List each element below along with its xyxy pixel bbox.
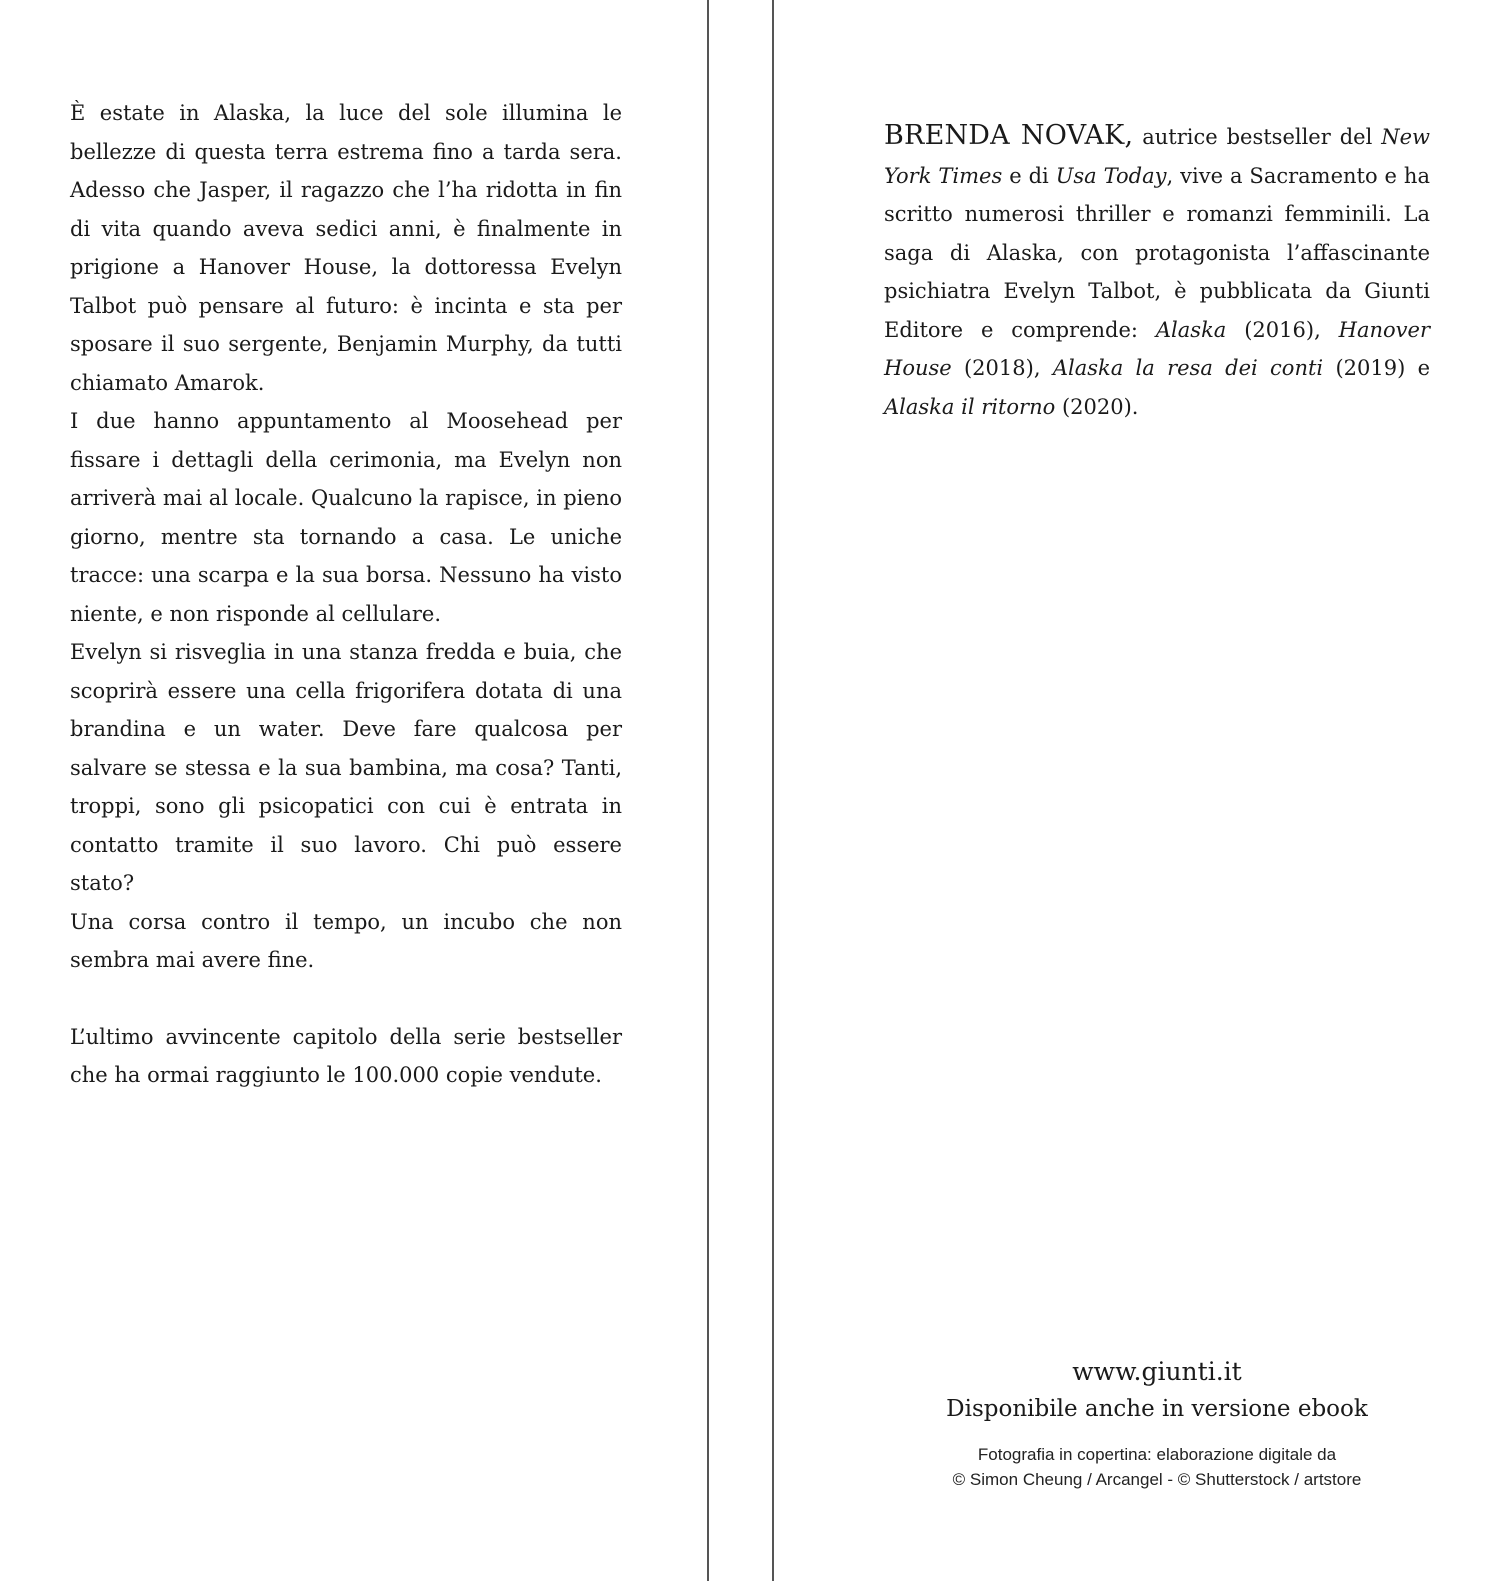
- right-flap: [772, 0, 1500, 1581]
- cover-photo-credits: [774, 1442, 1500, 1492]
- bio-text: (2016),: [1226, 317, 1339, 342]
- book-blurb: [70, 94, 622, 1095]
- bio-text: autrice bestseller del: [1133, 125, 1382, 149]
- blurb-paragraph-2: I due hanno appuntamento al Moosehead per fissare i dettagli della cerimonia, ma Evelyn non arriverà mai al locale. Qualcuno la rapisce, in pieno giorno, mentre sta tornando a casa. Le uniche tracce: una scarpa e la sua borsa. Nessuno ha visto niente, e non risponde al cellulare.: [70, 409, 622, 626]
- bio-text: (2019) e: [1323, 356, 1431, 380]
- left-flap: [0, 0, 709, 1581]
- author-bio: [884, 117, 1430, 426]
- ebook-availability-note: Disponibile anche in versione ebook: [946, 1396, 1368, 1422]
- bio-title-newspaper: Usa Today: [1055, 163, 1167, 188]
- blurb-closing-paragraph: L’ultimo avvincente capitolo della serie bestseller che ha ormai raggiunto le 100.000 copie vendute.: [70, 1024, 622, 1087]
- bio-book-title: Alaska la resa dei conti: [1052, 356, 1324, 380]
- publisher-website: www.giunti.it: [1072, 1357, 1242, 1386]
- bio-book-title: Alaska: [1155, 317, 1227, 342]
- bio-book-title: Hanover House: [884, 317, 1430, 380]
- bio-title-newspaper: New York Times: [884, 125, 1430, 188]
- credit-line: © Simon Cheung / Arcangel - © Shutterstock / artstore: [952, 1470, 1362, 1489]
- blurb-paragraph-4: Una corsa contro il tempo, un incubo che non sembra mai avere fine.: [70, 909, 622, 972]
- bio-book-title: Alaska il ritorno: [884, 394, 1056, 419]
- bio-text: , vive a Sacramento e ha scritto numerosi thriller e romanzi femminili. La saga di Alaska, con protagonista l’affascinante psichiatra Evelyn Talbot, è pubblicata da Giunti Editore e comprende:: [884, 163, 1430, 342]
- bio-text: (2020).: [1055, 394, 1139, 419]
- bio-text: e di: [1002, 163, 1056, 188]
- author-name: BRENDA NOVAK,: [884, 120, 1134, 151]
- bio-text: (2018),: [951, 356, 1053, 380]
- flap-footer: [774, 1354, 1500, 1492]
- blurb-paragraph-3: Evelyn si risveglia in una stanza fredda e buia, che scoprirà essere una cella frigorifera dotata di una brandina e un water. Deve fare qualcosa per salvare se stessa e la sua bambina, ma cosa? Tanti, troppi, sono gli psicopatici con cui è entrata in contatto tramite il suo lavoro. Chi può essere stato?: [70, 640, 622, 895]
- credit-line: Fotografia in copertina: elaborazione digitale da: [977, 1445, 1337, 1464]
- blurb-paragraph-1: È estate in Alaska, la luce del sole illumina le bellezze di questa terra estrema fino a tarda sera. Adesso che Jasper, il ragazzo che l’ha ridotta in fin di vita quando aveva sedici anni, è finalmente in prigione a Hanover House, la dottoressa Evelyn Talbot può pensare al futuro: è incinta e sta per sposare il suo sergente, Benjamin Murphy, da tutti chiamato Amarok.: [70, 101, 622, 395]
